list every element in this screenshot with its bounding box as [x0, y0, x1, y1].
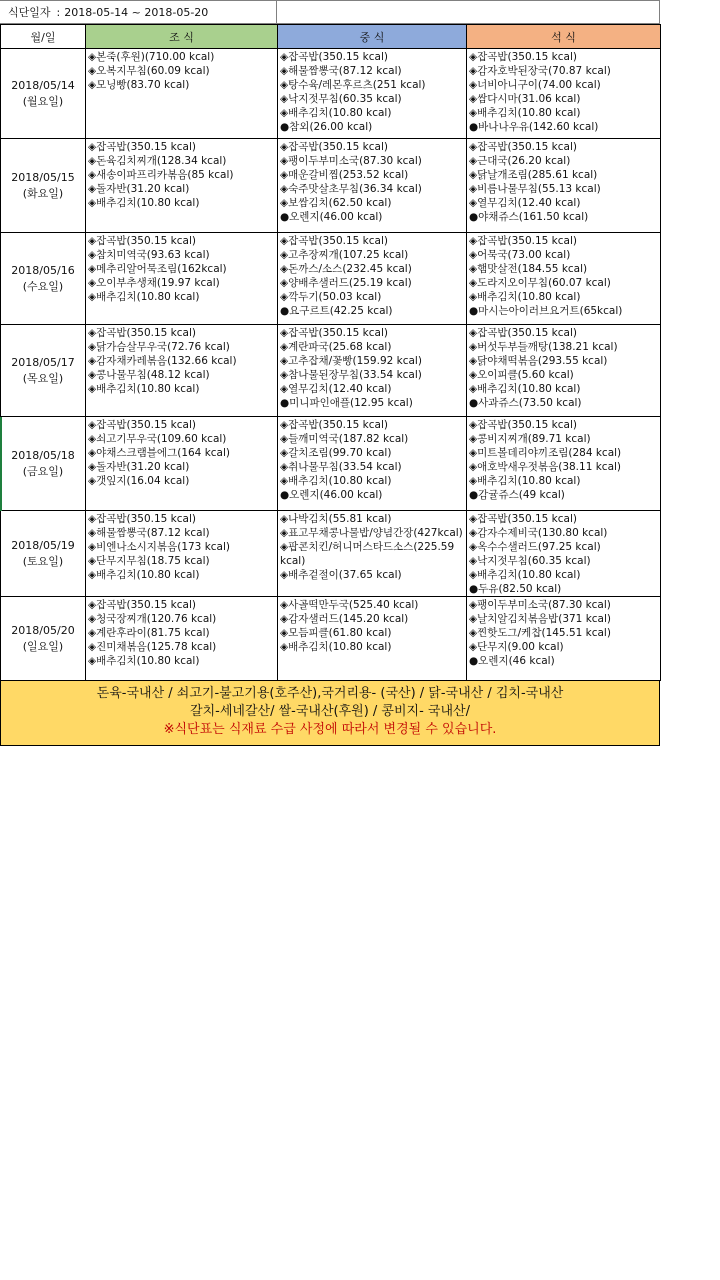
menu-item: ◈배추김치(10.80 kcal) [280, 107, 392, 119]
dinner-cell[interactable] [467, 597, 661, 681]
menu-item: ◈잡곡밥(350.15 kcal) [469, 141, 577, 153]
menu-item: ◈오이피클(5.60 kcal) [469, 369, 574, 381]
menu-item: ◈비엔나소시지볶음(173 kcal) [88, 541, 230, 553]
dinner-cell[interactable] [467, 49, 661, 139]
menu-item: ◈낙지젓무침(60.35 kcal) [469, 555, 591, 567]
day-row [1, 233, 661, 325]
menu-item: ◈열무김치(12.40 kcal) [469, 197, 581, 209]
day-weekday: (일요일) [22, 639, 64, 653]
menu-item: ◈감자채카레볶음(132.66 kcal) [88, 355, 237, 367]
menu-item: ◈오복지무침(60.09 kcal) [88, 65, 210, 77]
lunch-cell[interactable] [278, 511, 467, 597]
dinner-cell[interactable] [467, 325, 661, 417]
day-weekday: (화요일) [22, 186, 64, 200]
day-weekday: (토요일) [22, 554, 64, 568]
day-row [1, 511, 661, 597]
day-weekday: (목요일) [22, 371, 64, 385]
menu-item: ◈배추김치(10.80 kcal) [88, 291, 200, 303]
menu-item: ◈갯잎지(16.04 kcal) [88, 475, 190, 487]
menu-item: ●오렌지(46 kcal) [469, 655, 555, 667]
menu-item: ◈모듬피클(61.80 kcal) [280, 627, 392, 639]
menu-item: ◈근대국(26.20 kcal) [469, 155, 571, 167]
menu-item: ◈옥수수샐러드(97.25 kcal) [469, 541, 601, 553]
menu-item: ◈닭날개조림(285.61 kcal) [469, 169, 598, 181]
menu-item: ◈잡곡밥(350.15 kcal) [88, 419, 196, 431]
breakfast-cell[interactable] [86, 511, 278, 597]
breakfast-cell[interactable] [86, 233, 278, 325]
menu-item: ◈오이부추생채(19.97 kcal) [88, 277, 220, 289]
menu-item: ◈진미채볶음(125.78 kcal) [88, 641, 217, 653]
menu-item: ●미니파인애플(12.95 kcal) [280, 397, 413, 409]
menu-item: ◈사골떡만두국(525.40 kcal) [280, 599, 419, 611]
menu-item: ◈감자샐러드(145.20 kcal) [280, 613, 409, 625]
menu-item: ◈갈치조림(99.70 kcal) [280, 447, 392, 459]
menu-item: ●야채쥬스(161.50 kcal) [469, 211, 589, 223]
lunch-cell[interactable] [278, 417, 467, 511]
day-row [1, 597, 661, 681]
menu-item: ●오렌지(46.00 kcal) [280, 211, 383, 223]
menu-item: ◈돌자반(31.20 kcal) [88, 183, 190, 195]
menu-item: ◈잡곡밥(350.15 kcal) [280, 141, 388, 153]
menu-item: ◈햄맛살전(184.55 kcal) [469, 263, 588, 275]
breakfast-cell[interactable] [86, 49, 278, 139]
day-date: 2018/05/20 [11, 623, 75, 637]
menu-item: ◈메추리알어묵조림(162kcal) [88, 263, 227, 275]
menu-item: ◈새송이파프리카볶음(85 kcal) [88, 169, 234, 181]
day-date: 2018/05/17 [11, 355, 75, 369]
menu-item: ◈탕수육/레몬후르츠(251 kcal) [280, 79, 426, 91]
menu-item: ◈잡곡밥(350.15 kcal) [280, 235, 388, 247]
menu-item: ◈열무김치(12.40 kcal) [280, 383, 392, 395]
menu-item: ●바나나우유(142.60 kcal) [469, 121, 599, 133]
period-row [0, 0, 660, 24]
breakfast-cell[interactable] [86, 139, 278, 233]
menu-item: ◈애호박새우젓볶음(38.11 kcal) [469, 461, 622, 473]
breakfast-cell[interactable] [86, 325, 278, 417]
lunch-cell[interactable] [278, 139, 467, 233]
header-dinner[interactable]: 석 식 [467, 25, 661, 49]
menu-item: ◈잡곡밥(350.15 kcal) [280, 327, 388, 339]
origin-line-2: 갈치-세네갈산/ 쌀-국내산(후원) / 콩비지- 국내산/ [190, 704, 470, 719]
menu-item: ◈잡곡밥(350.15 kcal) [469, 419, 577, 431]
menu-item: ◈너비아니구이(74.00 kcal) [469, 79, 601, 91]
dinner-cell[interactable] [467, 139, 661, 233]
day-cell[interactable] [1, 597, 86, 681]
menu-item: ◈배추김치(10.80 kcal) [469, 475, 581, 487]
menu-item: ◈본죽(후원)(710.00 kcal) [88, 51, 215, 63]
menu-item: ◈배추김치(10.80 kcal) [280, 641, 392, 653]
period-label: 식단일자 [8, 6, 51, 19]
lunch-cell[interactable] [278, 597, 467, 681]
menu-item: ◈콩나물무침(48.12 kcal) [88, 369, 210, 381]
menu-item: ◈잡곡밥(350.15 kcal) [469, 513, 577, 525]
menu-item: ◈돈까스/소스(232.45 kcal) [280, 263, 412, 275]
menu-item: ◈비름나물무침(55.13 kcal) [469, 183, 601, 195]
dinner-cell[interactable] [467, 511, 661, 597]
header-lunch[interactable]: 중 식 [278, 25, 467, 49]
menu-item: ●두유(82.50 kcal) [469, 583, 562, 595]
menu-item: ◈매운갈비찜(253.52 kcal) [280, 169, 409, 181]
menu-item: ◈찐핫도그/케찹(145.51 kcal) [469, 627, 611, 639]
menu-item: ◈버섯두부들깨탕(138.21 kcal) [469, 341, 618, 353]
menu-item: ◈청국장찌개(120.76 kcal) [88, 613, 217, 625]
day-date: 2018/05/14 [11, 78, 75, 92]
day-date: 2018/05/19 [11, 538, 75, 552]
menu-item: ◈표고무채콩나물밥/양념간장(427kcal) [280, 527, 463, 539]
menu-item: ◈야채스크램블에그(164 kcal) [88, 447, 230, 459]
menu-item: ◈계란파국(25.68 kcal) [280, 341, 392, 353]
menu-item: ◈배추김치(10.80 kcal) [469, 383, 581, 395]
lunch-cell[interactable] [278, 233, 467, 325]
menu-item: ◈취나물무침(33.54 kcal) [280, 461, 402, 473]
selection-indicator [0, 417, 2, 511]
menu-item: ◈닭야채떡볶음(293.55 kcal) [469, 355, 608, 367]
day-date: 2018/05/15 [11, 170, 75, 184]
day-cell[interactable] [1, 325, 86, 417]
day-cell[interactable] [1, 417, 86, 511]
menu-item: ●참외(26.00 kcal) [280, 121, 373, 133]
menu-item: ◈닭가슴살무우국(72.76 kcal) [88, 341, 230, 353]
day-weekday: (금요일) [22, 464, 64, 478]
header-row [1, 25, 661, 49]
menu-item: ◈잡곡밥(350.15 kcal) [88, 141, 196, 153]
menu-item: ◈해물짬뽕국(87.12 kcal) [280, 65, 402, 77]
header-breakfast[interactable]: 조 식 [86, 25, 278, 49]
day-cell[interactable] [1, 139, 86, 233]
menu-item: ◈잡곡밥(350.15 kcal) [88, 235, 196, 247]
menu-item: ◈콩비지찌개(89.71 kcal) [469, 433, 591, 445]
menu-item: ◈배추겉절이(37.65 kcal) [280, 569, 402, 581]
menu-item: ◈팝콘치킨/허니머스타드소스(225.59 kcal) [280, 541, 455, 567]
menu-item: ◈쌈다시마(31.06 kcal) [469, 93, 581, 105]
menu-item: ◈팽이두부미소국(87.30 kcal) [280, 155, 422, 167]
menu-item: ◈미트볼데리야끼조림(284 kcal) [469, 447, 622, 459]
origin-line-1: 돈육-국내산 / 쇠고기-불고기용(호주산),국거리용- (국산) / 닭-국내산 / 김치-국내산 [96, 686, 564, 701]
menu-item: ●오렌지(46.00 kcal) [280, 489, 383, 501]
menu-item: ◈배추김치(10.80 kcal) [88, 197, 200, 209]
menu-item: ◈나박김치(55.81 kcal) [280, 513, 392, 525]
menu-item: ◈날치알김치볶음밥(371 kcal) [469, 613, 611, 625]
menu-item: ◈배추김치(10.80 kcal) [280, 475, 392, 487]
lunch-cell[interactable] [278, 325, 467, 417]
period-cell[interactable] [0, 1, 277, 23]
menu-item: ●마시는아이러브요거트(65kcal) [469, 305, 623, 317]
day-row [1, 139, 661, 233]
day-cell[interactable] [1, 511, 86, 597]
day-date: 2018/05/16 [11, 263, 75, 277]
header-day[interactable]: 월/일 [1, 25, 86, 49]
dinner-cell[interactable] [467, 233, 661, 325]
menu-item: ◈잡곡밥(350.15 kcal) [280, 51, 388, 63]
menu-item: ◈잡곡밥(350.15 kcal) [469, 235, 577, 247]
menu-item: ◈감자수제비국(130.80 kcal) [469, 527, 608, 539]
period-range: 2018-05-14 ~ 2018-05-20 [64, 5, 209, 19]
menu-item: ◈모닝빵(83.70 kcal) [88, 79, 190, 91]
menu-item: ◈해물짬뽕국(87.12 kcal) [88, 527, 210, 539]
menu-item: ◈어묵국(73.00 kcal) [469, 249, 571, 261]
meal-table [0, 24, 661, 681]
day-row [1, 49, 661, 139]
day-weekday: (수요일) [22, 279, 64, 293]
menu-item: ◈배추김치(10.80 kcal) [469, 569, 581, 581]
menu-item: ◈돈육김치찌개(128.34 kcal) [88, 155, 227, 167]
menu-item: ◈잡곡밥(350.15 kcal) [88, 327, 196, 339]
day-date: 2018/05/18 [11, 448, 75, 462]
day-weekday: (월요일) [22, 94, 64, 108]
menu-item: ◈돌자반(31.20 kcal) [88, 461, 190, 473]
menu-item: ◈감자호박된장국(70.87 kcal) [469, 65, 611, 77]
menu-item: ◈도라지오이무침(60.07 kcal) [469, 277, 611, 289]
menu-item: ◈양배추샐러드(25.19 kcal) [280, 277, 412, 289]
day-cell[interactable] [1, 49, 86, 139]
menu-item: ●사과쥬스(73.50 kcal) [469, 397, 582, 409]
menu-item: ●감귤쥬스(49 kcal) [469, 489, 565, 501]
menu-item: ◈들깨미역국(187.82 kcal) [280, 433, 409, 445]
meal-table-body [1, 49, 661, 681]
menu-item: ◈배추김치(10.80 kcal) [469, 107, 581, 119]
breakfast-cell[interactable] [86, 597, 278, 681]
menu-item: ◈참치미역국(93.63 kcal) [88, 249, 210, 261]
menu-item: ◈단무지(9.00 kcal) [469, 641, 564, 653]
menu-item: ●요구르트(42.25 kcal) [280, 305, 393, 317]
menu-item: ◈배추김치(10.80 kcal) [88, 655, 200, 667]
day-row [1, 417, 661, 511]
menu-item: ◈계란후라이(81.75 kcal) [88, 627, 210, 639]
menu-item: ◈보쌈김치(62.50 kcal) [280, 197, 392, 209]
menu-item: ◈고추잡채/꽃빵(159.92 kcal) [280, 355, 422, 367]
menu-item: ◈숙주맛살초무침(36.34 kcal) [280, 183, 422, 195]
menu-item: ◈단무지무침(18.75 kcal) [88, 555, 210, 567]
menu-item: ◈낙지젓무침(60.35 kcal) [280, 93, 402, 105]
menu-item: ◈잡곡밥(350.15 kcal) [469, 327, 577, 339]
origin-footer [0, 681, 660, 746]
menu-item: ◈배추김치(10.80 kcal) [88, 569, 200, 581]
day-row [1, 325, 661, 417]
menu-item: ◈깍두기(50.03 kcal) [280, 291, 382, 303]
menu-item: ◈잡곡밥(350.15 kcal) [280, 419, 388, 431]
dinner-cell[interactable] [467, 417, 661, 511]
menu-item: ◈고추장찌개(107.25 kcal) [280, 249, 409, 261]
menu-item: ◈참나물된장무침(33.54 kcal) [280, 369, 422, 381]
day-cell[interactable] [1, 233, 86, 325]
menu-item: ◈쇠고기무우국(109.60 kcal) [88, 433, 227, 445]
menu-item: ◈팽이두부미소국(87.30 kcal) [469, 599, 611, 611]
period-separator: : [56, 5, 61, 19]
breakfast-cell[interactable] [86, 417, 278, 511]
menu-item: ◈배추김치(10.80 kcal) [469, 291, 581, 303]
menu-item: ◈잡곡밥(350.15 kcal) [88, 599, 196, 611]
menu-item: ◈잡곡밥(350.15 kcal) [88, 513, 196, 525]
change-notice: ※식단표는 식재료 수급 사정에 따라서 변경될 수 있습니다. [163, 722, 497, 737]
menu-item: ◈잡곡밥(350.15 kcal) [469, 51, 577, 63]
menu-item: ◈배추김치(10.80 kcal) [88, 383, 200, 395]
lunch-cell[interactable] [278, 49, 467, 139]
